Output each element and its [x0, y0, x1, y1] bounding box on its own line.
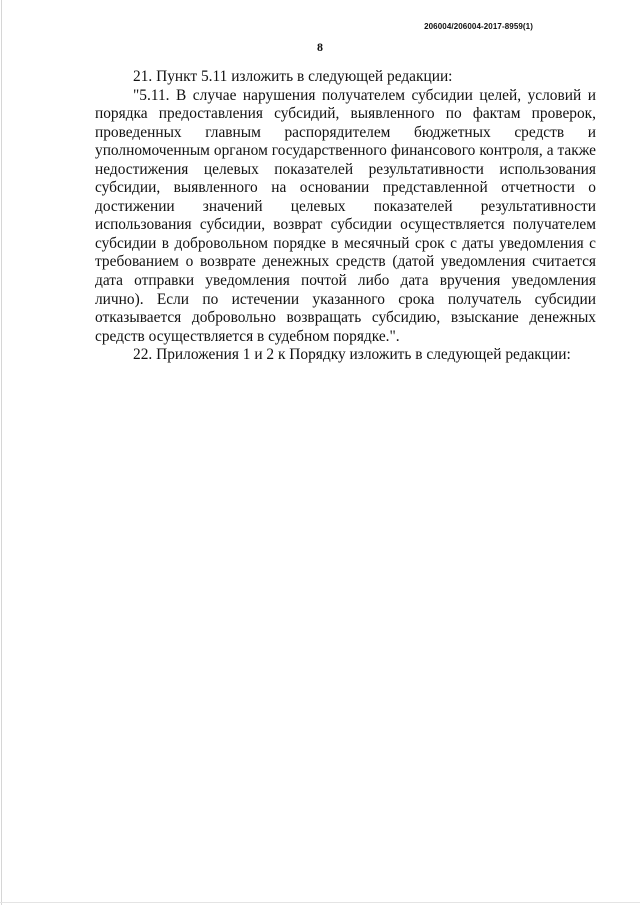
- page-number: 8: [317, 40, 323, 54]
- paragraph-item-21: 21. Пункт 5.11 изложить в следующей редакции:: [133, 68, 453, 85]
- document-id: 206004/206004-2017-8959(1): [424, 22, 533, 31]
- paragraph-clause-5-11: "5.11. В случае нарушения получателем субсидии целей, условий и порядка предоставления субсидий, выявленного по фактам проверок, проведенных главным распорядителем бюджетных средств и уполномоченным органом государственного финансового контроля, а также недостижения целевых показателей результативности использования субсидии, выявленного на основании представленной отчетности о достижении значений целевых показателей результативности использования субсидии, возврат субсидии осуществляется получателем субсидии в добровольном порядке в месячный срок с даты уведомления с требованием о возврате денежных средств (датой уведомления считается дата отправки уведомления почтой либо дата вручения уведомления лично). Если по истечении указанного срока получатель субсидии отказывается добровольно возвращать субсидию, взыскание денежных средств осуществляется в судебном порядке.".: [95, 86, 596, 345]
- scan-bottom-edge: [0, 902, 640, 903]
- paragraph-item-22: 22. Приложения 1 и 2 к Порядку изложить в следующей редакции:: [133, 346, 571, 364]
- document-body: [95, 68, 596, 365]
- scan-left-edge: [1, 0, 2, 905]
